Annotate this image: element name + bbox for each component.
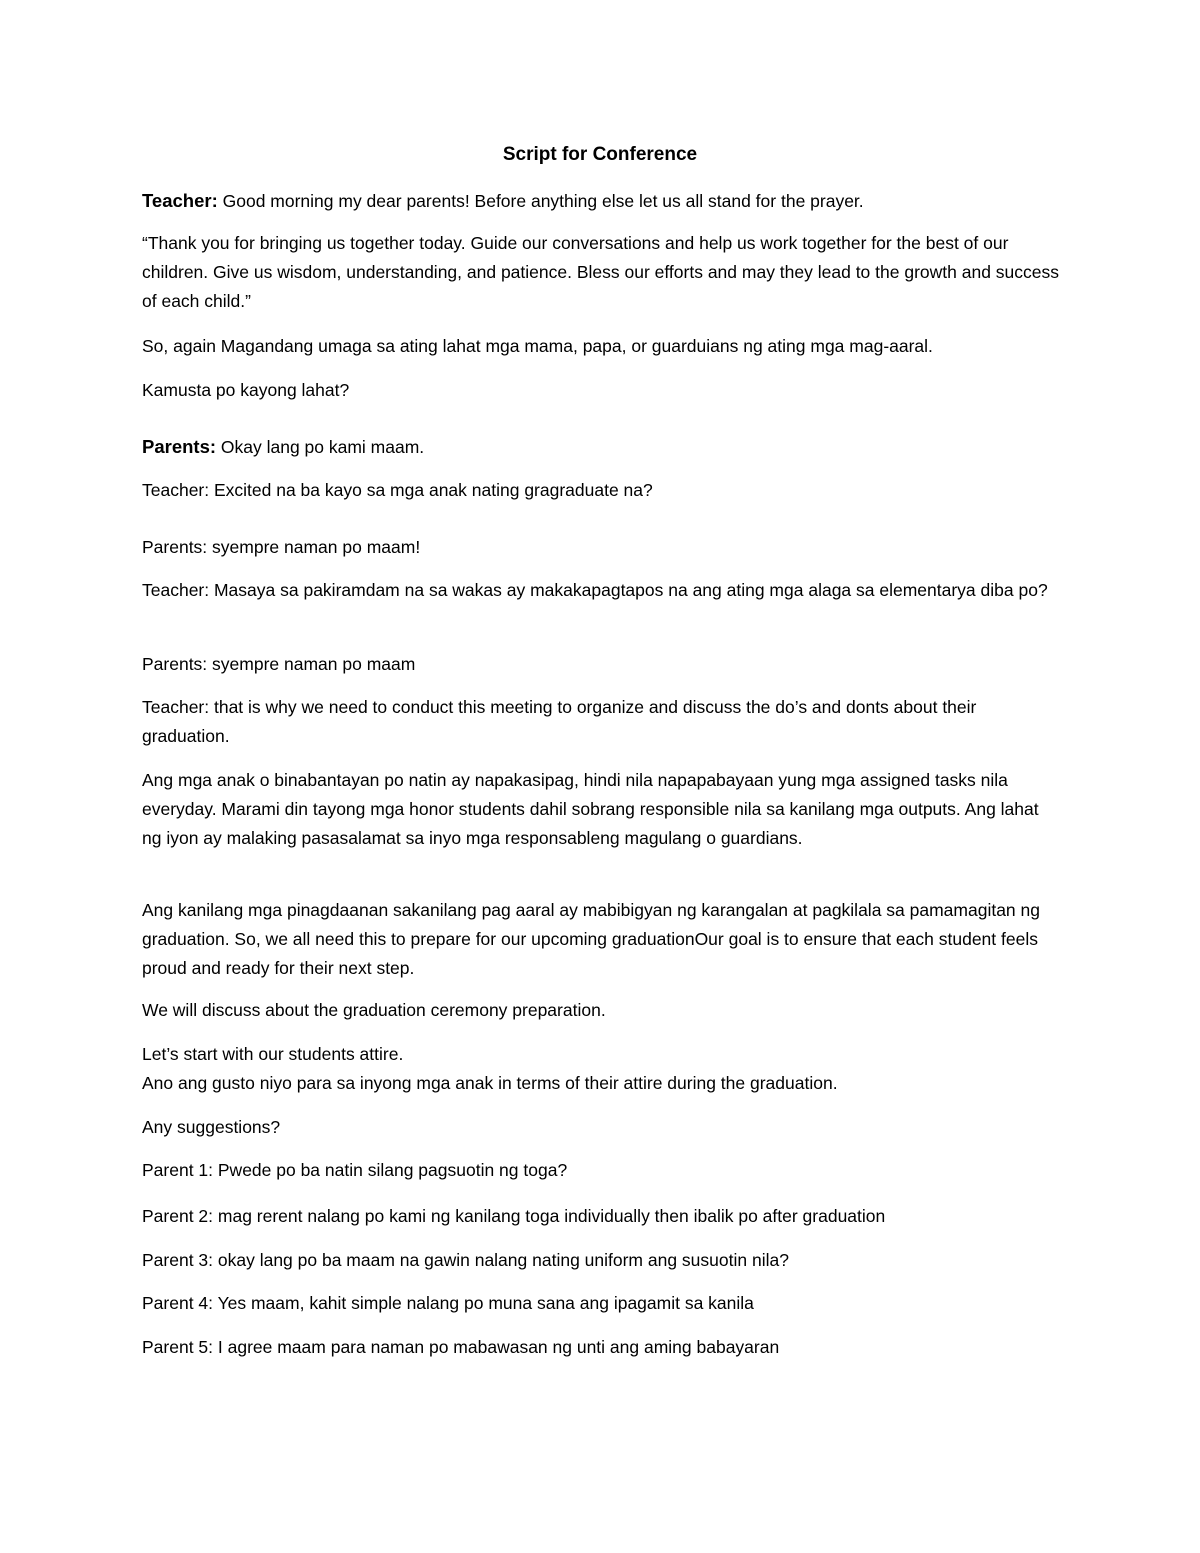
- paragraph-ang-kanilang: Ang kanilang mga pinagdaanan sakanilang pag aaral ay mabibigyan ng karangalan at pagkilala sa pamamagitan ng graduation. So, we all need this to prepare for our upcoming graduationOur goal is to ensure that each student feels proud and ready for their next step.: [142, 900, 1040, 978]
- paragraph-attire-line-2: Ano ang gusto niyo para sa inyong mga anak in terms of their attire during the graduation.: [142, 1073, 838, 1093]
- paragraph-parent-1: Parent 1: Pwede po ba natin silang pagsuotin ng toga?: [142, 1160, 568, 1180]
- document-title: Script for Conference: [502, 144, 698, 165]
- paragraph-parent-2: Parent 2: mag rerent nalang po kami ng kanilang toga individually then ibalik po after graduation: [142, 1206, 886, 1226]
- paragraph-magandang-umaga: So, again Magandang umaga sa ating lahat mga mama, papa, or guarduians ng ating mga mag-aaral.: [142, 336, 933, 356]
- paragraph-text: Okay lang po kami maam.: [216, 437, 425, 457]
- paragraph-teacher-greeting: [142, 186, 1062, 216]
- paragraph-teacher-meeting: Teacher: that is why we need to conduct this meeting to organize and discuss the do’s and donts about their graduation.: [142, 697, 977, 746]
- paragraph-graduation-ceremony: We will discuss about the graduation ceremony preparation.: [142, 1000, 606, 1020]
- speaker-label: Teacher:: [142, 190, 218, 211]
- speaker-label: Parents:: [142, 436, 217, 457]
- paragraph-parents-okay: [142, 432, 1062, 462]
- paragraph-teacher-excited: Teacher: Excited na ba kayo sa mga anak nating gragraduate na?: [142, 480, 653, 500]
- paragraph-attire-line-1: Let’s start with our students attire.: [142, 1044, 404, 1064]
- paragraph-parents-syempre-2: Parents: syempre naman po maam: [142, 654, 416, 674]
- paragraph-any-suggestions: Any suggestions?: [142, 1117, 281, 1137]
- paragraph-parent-5: Parent 5: I agree maam para naman po mabawasan ng unti ang aming babayaran: [142, 1337, 780, 1357]
- paragraph-parents-syempre-1: Parents: syempre naman po maam!: [142, 537, 421, 557]
- paragraph-text: Good morning my dear parents! Before anything else let us all stand for the prayer.: [217, 191, 864, 211]
- paragraph-kamusta: Kamusta po kayong lahat?: [142, 380, 350, 400]
- paragraph-prayer: “Thank you for bringing us together today. Guide our conversations and help us work together for the best of our children. Give us wisdom, understanding, and patience. Bless our efforts and may they lead to the growth and success of each child.”: [142, 233, 1059, 311]
- paragraph-parent-4: Parent 4: Yes maam, kahit simple nalang po muna sana ang ipagamit sa kanila: [142, 1293, 754, 1313]
- paragraph-parent-3: Parent 3: okay lang po ba maam na gawin nalang nating uniform ang susuotin nila?: [142, 1250, 789, 1270]
- paragraph-ang-mga-anak: Ang mga anak o binabantayan po natin ay napakasipag, hindi nila napapabayaan yung mga assigned tasks nila everyday. Marami din tayong mga honor students dahil sobrang responsible nila sa kanilang mga outputs. Ang lahat ng iyon ay malaking pasasalamat sa inyo mga responsableng magulang o guardians.: [142, 770, 1039, 848]
- paragraph-teacher-masaya: Teacher: Masaya sa pakiramdam na sa wakas ay makakapagtapos na ang ating mga alaga sa elementarya diba po?: [142, 580, 1048, 600]
